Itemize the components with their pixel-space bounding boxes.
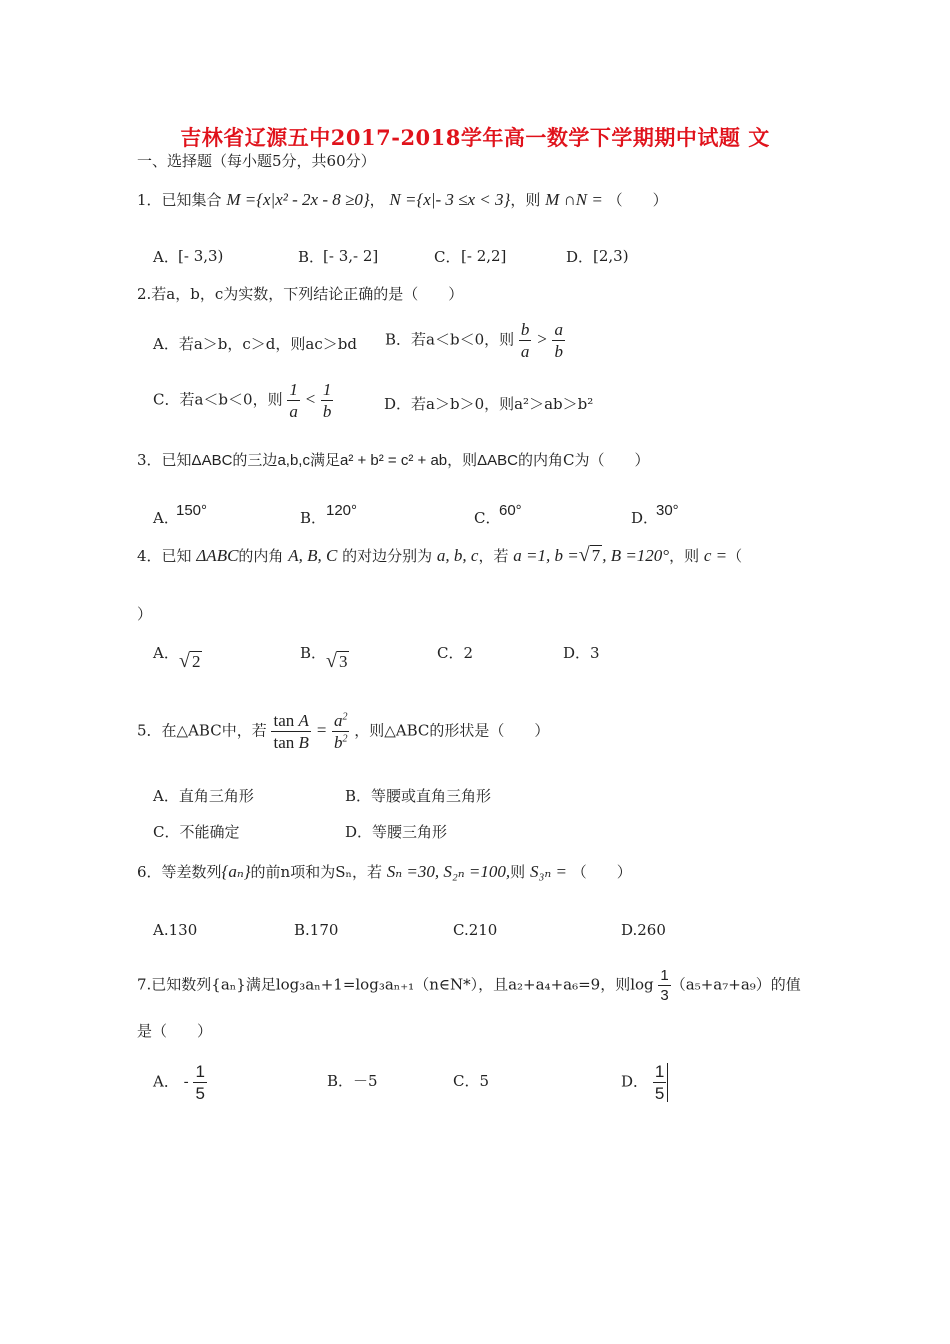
q1-option-c: [- 2,2]: [461, 247, 507, 265]
q1-set-n: N ={x|- 3 ≤x < 3}: [389, 190, 511, 209]
q3-text-2: 的三边: [232, 451, 278, 469]
q4-text-2: 的内角: [238, 547, 284, 565]
q6-option-a: A.130: [153, 921, 198, 939]
question-7: [137, 968, 801, 1003]
q3-option-d: 30°: [656, 502, 679, 519]
q3-option-a-label: A．: [153, 509, 179, 527]
q4-option-a: √ 2: [179, 650, 201, 672]
q2-b-frac-1: $\frac{b}{a}$: [520, 320, 530, 361]
q3-option-b: 120°: [326, 502, 358, 519]
q5-frac-ab: $\frac{a^2}{b^2}$: [333, 711, 348, 752]
q4-sides: a, b, c: [436, 546, 479, 565]
q6-option-d: D.260: [621, 921, 666, 939]
q6-ask: S₃ₙ =: [529, 862, 567, 881]
q4-condition: a =1, b =√ 7 , B =120°: [513, 544, 670, 566]
q4-angles: A, B, C: [288, 546, 338, 565]
q2-option-d: D．若a＞b＞0，则a²＞ab＞b²: [384, 395, 594, 413]
q1-prefix: 1．已知集合: [137, 191, 222, 209]
q5-option-d: D．等腰三角形: [345, 823, 448, 841]
q1-then: ，则: [510, 191, 541, 209]
question-6: [137, 862, 632, 882]
q6-condition: Sₙ =30, S₂ₙ =100,: [386, 862, 511, 881]
q4-option-d: D．3: [563, 644, 600, 662]
q5-text-2: ，则△ABC的形状是（ ）: [354, 721, 550, 740]
q7-option-d: D． $\frac{1}{5}$: [621, 1063, 668, 1102]
q4-text-3: 的对边分别为: [342, 547, 433, 565]
q6-text-3: 则: [510, 863, 526, 881]
q3-option-c-label: C．: [474, 509, 501, 527]
question-1: [137, 190, 668, 210]
q1-option-b: [- 3,- 2]: [323, 247, 379, 265]
q6-option-c: C.210: [453, 921, 498, 939]
q4-option-b-label: B．: [300, 644, 327, 662]
page-title: 吉林省辽源五中2017-2018学年高一数学下学期期中试题 文: [180, 125, 770, 150]
q6-text-2: 的前n项和为Sₙ，若: [250, 863, 382, 881]
q1-option-d-label: D．: [566, 248, 594, 266]
q5-text-1: 5．在△ABC中，若: [137, 721, 267, 740]
q3-equation: a² + b² = c² + ab: [339, 452, 448, 469]
q6-text-1: 6．等差数列: [137, 863, 222, 881]
question-3: [137, 450, 650, 471]
q1-set-m: M ={x|x² - 2x - 8 ≥0}: [226, 190, 370, 209]
q5-frac-tan: $\frac{\text{tan A}}{\text{tan B}}$: [273, 711, 309, 752]
q5-option-b: B．等腰或直角三角形: [345, 787, 492, 805]
q3-triangle-2: ΔABC: [477, 452, 519, 469]
q5-equals: =: [315, 720, 328, 740]
q4-text-1: 4．已知: [137, 547, 192, 565]
question-5: [137, 712, 549, 751]
q2-option-c-text: C．若a＜b＜0，则: [153, 390, 283, 409]
q6-sequence: {aₙ}: [221, 862, 251, 881]
q1-paren: （ ）: [607, 191, 668, 209]
q3-text-3: 满足: [309, 451, 340, 469]
q1-option-b-label: B．: [298, 248, 325, 266]
q3-text-1: 3．已知: [137, 451, 192, 469]
q1-comma: ，: [369, 191, 385, 209]
q4-paren-close: ）: [137, 605, 153, 623]
q4-option-a-label: A．: [153, 644, 179, 662]
q6-paren: （ ）: [571, 863, 632, 881]
q2-c-frac-1: $\frac{1}{a}$: [289, 380, 298, 421]
q7-text-1: 7.已知数列{aₙ}满足log₃aₙ+1=log₃aₙ₊₁（n∈N*），且a₂+a₄+a₆=9，则log: [137, 975, 654, 994]
q3-text-4: ，则: [447, 451, 478, 469]
q5-option-a: A．直角三角形: [153, 787, 254, 805]
q4-triangle: ΔABC: [196, 546, 239, 565]
q7-text-3: 是（ ）: [137, 1022, 213, 1040]
q2-b-operator: >: [536, 329, 548, 349]
q7-option-a: A． - $\frac{1}{5}$: [153, 1062, 205, 1103]
q2-b-frac-2: $\frac{a}{b}$: [554, 320, 563, 361]
q1-option-d: [2,3): [593, 247, 629, 265]
q1-option-a-label: A．: [153, 248, 179, 266]
q7-option-b: B．－5: [327, 1072, 378, 1090]
q2-option-b: [385, 321, 565, 360]
q7-text-2: （a₅+a₇+a₉）的值: [670, 975, 801, 994]
q4-option-c: C．2: [437, 644, 474, 662]
q4-ask: c =: [703, 546, 728, 565]
q3-option-c: 60°: [499, 502, 522, 519]
q7-log-base: $\frac{1}{3}$: [660, 967, 669, 1004]
q4-option-b: √ 3: [326, 650, 348, 672]
q3-option-b-label: B．: [300, 509, 327, 527]
section-heading: 一、选择题（每小题5分，共60分）: [137, 152, 376, 170]
q2-option-a: A．若a＞b，c＞d，则ac＞bd: [153, 335, 357, 353]
q6-option-b: B.170: [294, 921, 339, 939]
q7-option-c: C．5: [453, 1072, 490, 1090]
question-4: [137, 545, 742, 566]
q1-option-c-label: C．: [434, 248, 461, 266]
q3-option-d-label: D．: [631, 509, 659, 527]
q2-c-frac-2: $\frac{1}{b}$: [322, 380, 332, 421]
q5-option-c: C．不能确定: [153, 823, 240, 841]
q3-triangle: ΔABC: [191, 452, 233, 469]
q1-option-a: [- 3,3): [178, 247, 224, 265]
q4-paren-open: （: [727, 547, 743, 565]
q4-text-4: ，若: [478, 547, 509, 565]
q2-c-operator: <: [304, 389, 317, 409]
q1-expr: M ∩N =: [545, 190, 603, 209]
question-2: 2.若a，b，c为实数，下列结论正确的是（ ）: [137, 285, 464, 303]
q3-option-a: 150°: [176, 502, 208, 519]
q4-text-5: ，则: [669, 547, 700, 565]
q3-text-5: 的内角C为（ ）: [518, 451, 650, 469]
q3-sides: a,b,c: [277, 452, 310, 469]
q2-option-b-text: B．若a＜b＜0，则: [385, 330, 515, 349]
q2-option-c: [153, 381, 333, 420]
